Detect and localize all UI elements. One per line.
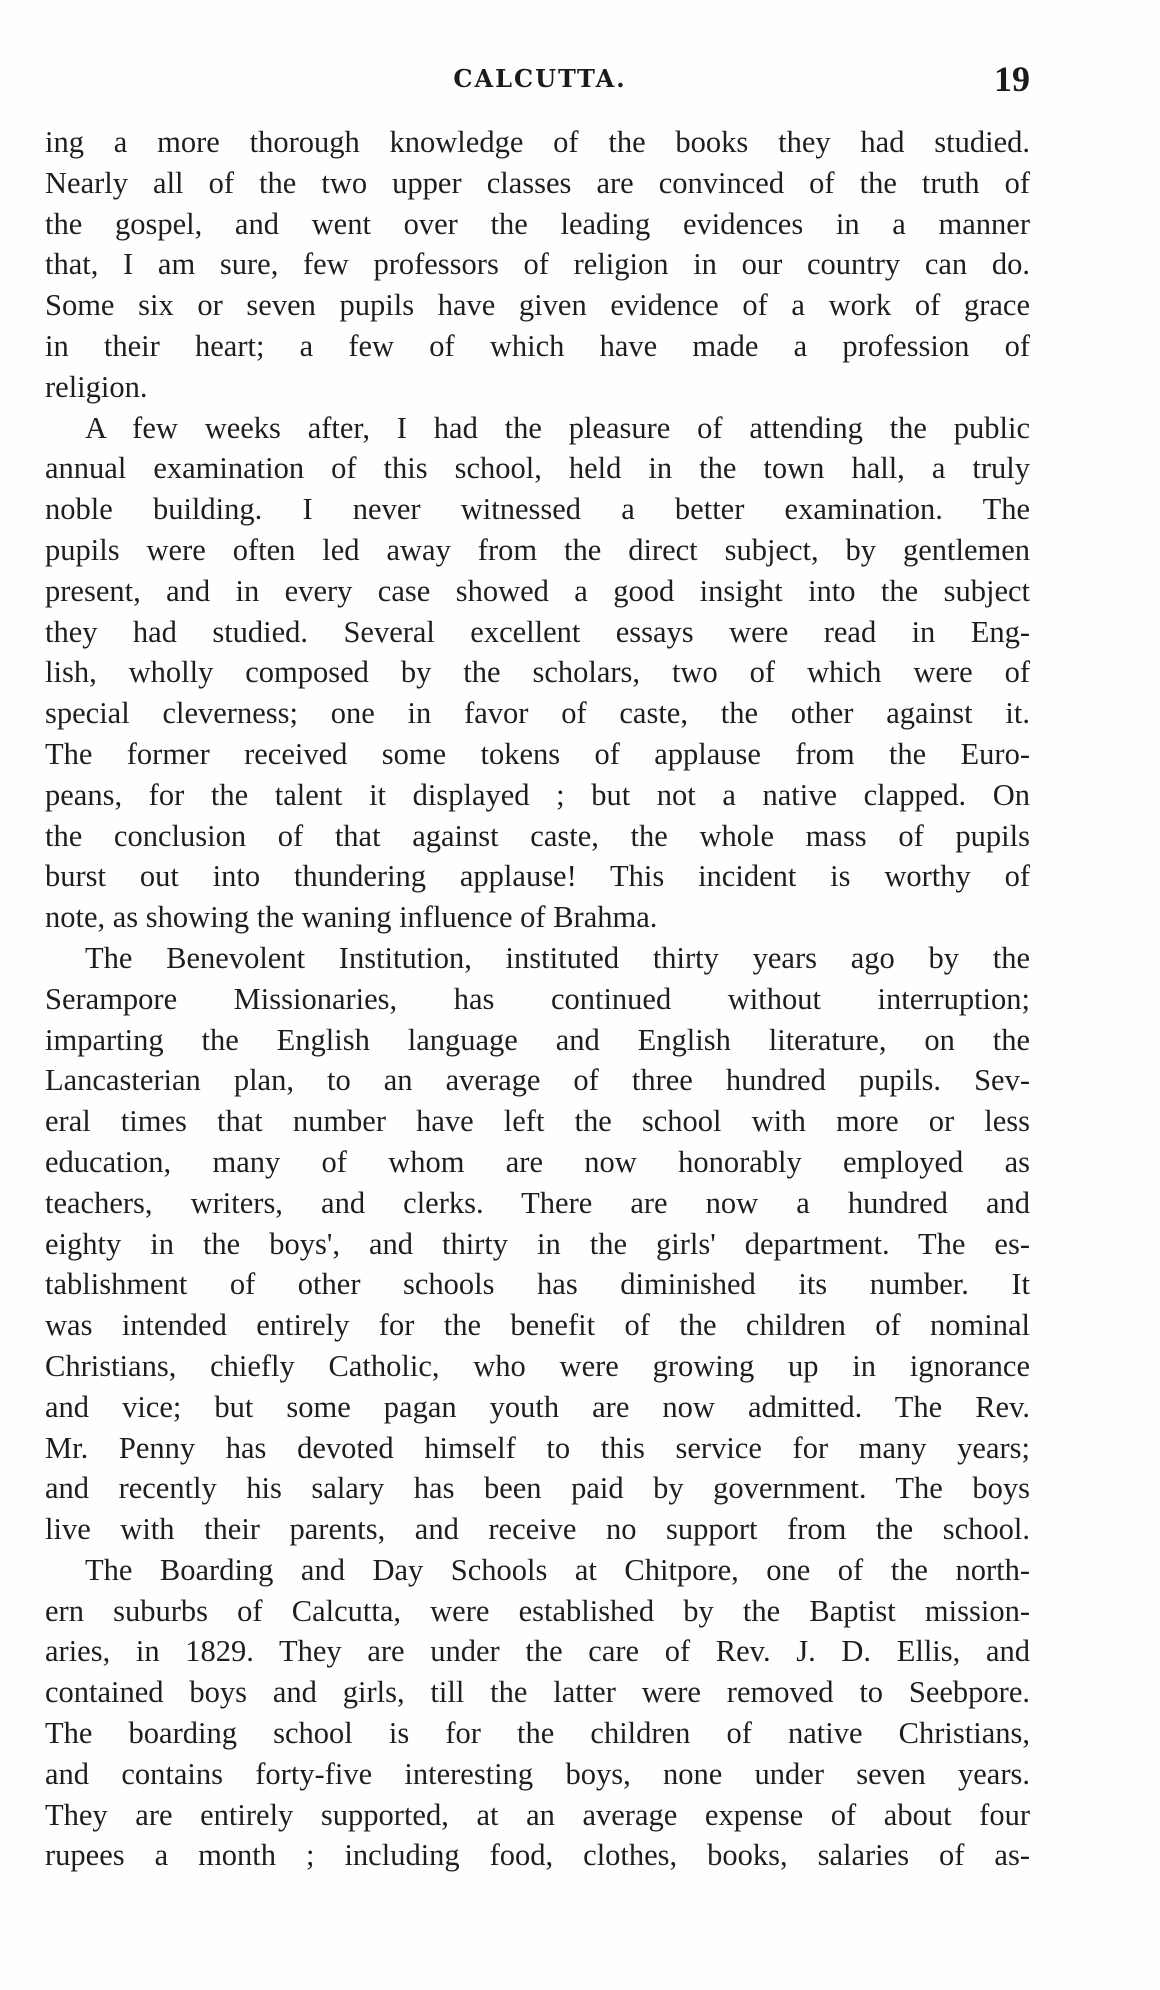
text-line: ing a more thorough knowledge of the books they had studied. [45,125,1030,159]
text-line: pupils were often led away from the direct subject, by gentlemen [45,532,1030,567]
text-line: teachers, writers, and clerks. There are now a hundred and [45,1185,1030,1220]
body-text [45,122,1030,1876]
text-line: and vice; but some pagan youth are now admitted. The Rev. [45,1389,1030,1424]
text-line: eighty in the boys', and thirty in the girls' department. The es- [45,1226,1030,1261]
page-number: 19 [994,59,1030,99]
text-line: the gospel, and went over the leading evidences in a manner [45,206,1030,241]
text-line: religion. [45,369,148,404]
text-line: tablishment of other schools has diminished its number. It [45,1267,1030,1302]
text-line: that, I am sure, few professors of religion in our country can do. [45,247,1030,282]
text-line: They are entirely supported, at an average expense of about four [45,1797,1030,1832]
text-line: noble building. I never witnessed a better examination. The [45,492,1030,527]
text-line: annual examination of this school, held in the town hall, a truly [45,451,1030,486]
text-line: Lancasterian plan, to an average of three hundred pupils. Sev- [45,1063,1030,1098]
text-line: note, as showing the waning influence of Brahma. [45,900,658,935]
running-head [50,58,1030,102]
text-line: in their heart; a few of which have made a profession of [45,328,1030,363]
text-line: education, many of whom are now honorably employed as [45,1144,1030,1179]
text-line: and contains forty-five interesting boys, none under seven years. [45,1756,1030,1791]
text-line: eral times that number have left the school with more or less [45,1104,1030,1139]
running-title: CALCUTTA. [453,64,627,93]
text-line: peans, for the talent it displayed ; but not a native clapped. On [45,777,1030,812]
text-line: live with their parents, and receive no support from the school. [45,1512,1030,1547]
text-line: contained boys and girls, till the latter were removed to Seebpore. [45,1675,1030,1710]
text-line: lish, wholly composed by the scholars, two of which were of [45,655,1030,690]
text-line: The former received some tokens of applause from the Euro- [45,736,1030,771]
text-line: present, and in every case showed a good insight into the subject [45,573,1030,608]
text-line: special cleverness; one in favor of caste, the other against it. [45,696,1030,731]
text-line: imparting the English language and English literature, on the [45,1022,1030,1057]
paragraph-start-line: The Benevolent Institution, instituted thirty years ago by the [85,940,1030,975]
text-line: Some six or seven pupils have given evidence of a work of grace [45,288,1030,323]
text-line: Christians, chiefly Catholic, who were growing up in ignorance [45,1348,1030,1383]
text-line: Serampore Missionaries, has continued without interruption; [45,981,1030,1016]
text-line: ern suburbs of Calcutta, were established by the Baptist mission- [45,1593,1030,1628]
text-line: they had studied. Several excellent essays were read in Eng- [45,614,1030,649]
text-line: the conclusion of that against caste, the whole mass of pupils [45,818,1030,853]
text-line: Nearly all of the two upper classes are convinced of the truth of [45,165,1030,200]
text-line: and recently his salary has been paid by government. The boys [45,1471,1030,1506]
text-line: burst out into thundering applause! This incident is worthy of [45,859,1030,894]
text-line: Mr. Penny has devoted himself to this service for many years; [45,1430,1030,1465]
text-line: The boarding school is for the children of native Christians, [45,1716,1030,1751]
paragraph-start-line: The Boarding and Day Schools at Chitpore, one of the north- [85,1552,1030,1587]
text-line: was intended entirely for the benefit of the children of nominal [45,1308,1030,1343]
text-line: aries, in 1829. They are under the care of Rev. J. D. Ellis, and [45,1634,1030,1669]
text-line: rupees a month ; including food, clothes, books, salaries of as- [45,1838,1030,1873]
paragraph-start-line: A few weeks after, I had the pleasure of attending the public [85,410,1030,445]
